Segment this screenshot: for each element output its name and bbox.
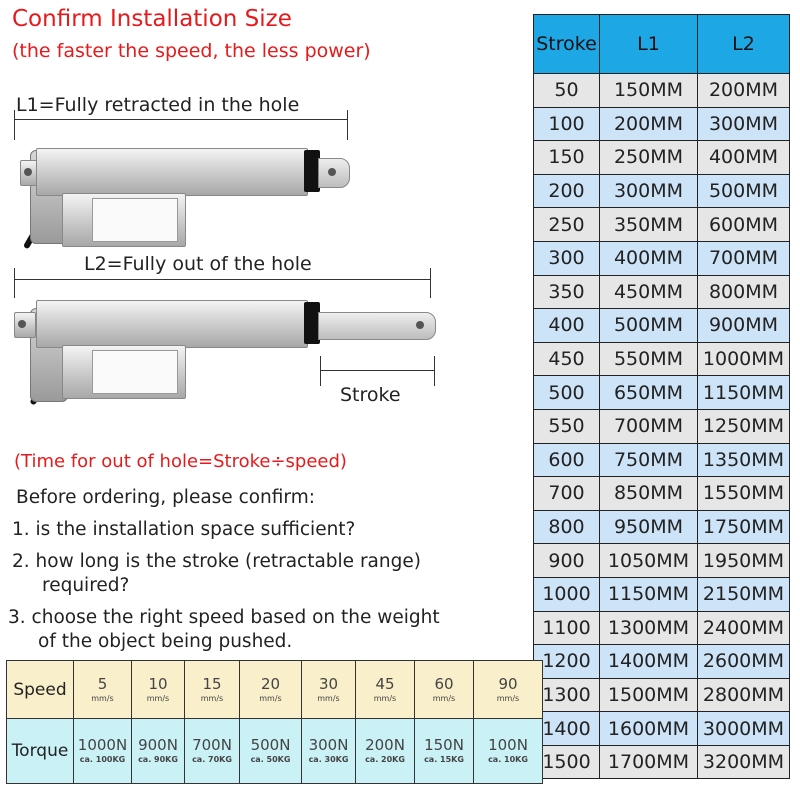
l2-cell: 1350MM — [698, 443, 790, 477]
speed-value: 20 — [260, 674, 281, 693]
l2-cell: 1550MM — [698, 477, 790, 511]
l1-cell: 1150MM — [600, 577, 698, 611]
table-row — [534, 74, 790, 108]
l1-cell: 850MM — [600, 477, 698, 511]
l1-cell: 250MM — [600, 141, 698, 175]
table-row — [534, 745, 790, 779]
l1-label: L1=Fully retracted in the hole — [16, 94, 300, 116]
table-row — [534, 275, 790, 309]
speed-row — [7, 661, 543, 719]
torque-force: 200N — [365, 736, 405, 754]
stroke-cell: 1100 — [534, 611, 600, 645]
page-subtitle: (the faster the speed, the less power) — [12, 40, 371, 62]
step-number: 1. — [12, 519, 30, 540]
torque-force: 500N — [250, 736, 291, 754]
l1-cell: 300MM — [600, 174, 698, 208]
table-row — [534, 309, 790, 343]
l1-cell: 1500MM — [600, 678, 698, 712]
speed-cell — [185, 661, 240, 719]
stroke-cell: 1000 — [534, 577, 600, 611]
speed-unit: mm/s — [496, 693, 520, 703]
l1-cell: 950MM — [600, 510, 698, 544]
stroke-table-header — [534, 15, 790, 74]
stroke-cell: 50 — [534, 74, 600, 108]
stroke-cell: 900 — [534, 544, 600, 578]
table-row — [534, 174, 790, 208]
stroke-cell: 450 — [534, 342, 600, 376]
table-row — [534, 477, 790, 511]
speed-unit: mm/s — [432, 693, 456, 703]
stroke-cell: 500 — [534, 376, 600, 410]
l2-dimension-line — [14, 279, 431, 280]
l1-cell: 550MM — [600, 342, 698, 376]
table-row — [534, 342, 790, 376]
step-text-continued: required? — [42, 575, 130, 596]
table-row — [534, 577, 790, 611]
before-ordering-text: Before ordering, please confirm: — [16, 487, 315, 508]
stroke-cell: 200 — [534, 174, 600, 208]
stroke-cell: 1300 — [534, 678, 600, 712]
stroke-cell: 800 — [534, 510, 600, 544]
torque-weight: ca. 90KG — [138, 755, 178, 764]
torque-weight: ca. 20KG — [365, 755, 405, 764]
step-number: 2. — [12, 551, 30, 572]
l2-cell: 2400MM — [698, 611, 790, 645]
l2-cell: 1150MM — [698, 376, 790, 410]
l2-cell: 1250MM — [698, 409, 790, 443]
torque-force: 300N — [308, 736, 349, 754]
stroke-dimension-line — [320, 370, 435, 371]
torque-cell — [74, 719, 132, 784]
speed-value: 30 — [318, 674, 339, 693]
l1-cell: 450MM — [600, 275, 698, 309]
l1-cell: 400MM — [600, 241, 698, 275]
speed-value: 90 — [498, 674, 518, 693]
speed-value: 45 — [375, 674, 395, 693]
header-stroke: Stroke — [534, 15, 600, 74]
stroke-cell: 600 — [534, 443, 600, 477]
speed-label: Speed — [7, 661, 74, 719]
step-number: 3. — [8, 607, 26, 628]
l2-cell: 900MM — [698, 309, 790, 343]
step-text: how long is the stroke (retractable range) — [35, 551, 421, 572]
torque-cell — [185, 719, 240, 784]
l2-cell: 500MM — [698, 174, 790, 208]
l2-cell: 2800MM — [698, 678, 790, 712]
speed-unit: mm/s — [91, 693, 114, 703]
torque-weight: ca. 15KG — [424, 755, 464, 764]
torque-weight: ca. 30KG — [308, 755, 349, 764]
page-title: Confirm Installation Size — [12, 6, 292, 32]
speed-cell — [474, 661, 543, 719]
torque-cell — [240, 719, 302, 784]
torque-cell — [132, 719, 185, 784]
stroke-cell: 550 — [534, 409, 600, 443]
table-row — [534, 409, 790, 443]
l2-cell: 800MM — [698, 275, 790, 309]
stroke-cell: 1400 — [534, 712, 600, 746]
l1-cell: 750MM — [600, 443, 698, 477]
stroke-label: Stroke — [340, 384, 401, 406]
l1-tick-right — [347, 110, 348, 140]
step-3 — [8, 606, 528, 654]
stroke-cell: 300 — [534, 241, 600, 275]
l2-cell: 700MM — [698, 241, 790, 275]
l1-cell: 1400MM — [600, 645, 698, 679]
speed-unit: mm/s — [200, 693, 224, 703]
torque-weight: ca. 100KG — [79, 755, 126, 764]
table-row — [534, 678, 790, 712]
torque-force: 1000N — [77, 736, 128, 754]
torque-label: Torque — [7, 719, 74, 784]
l2-cell: 2600MM — [698, 645, 790, 679]
table-row — [534, 544, 790, 578]
header-l2: L2 — [698, 15, 790, 74]
table-row — [534, 141, 790, 175]
torque-force: 150N — [424, 736, 464, 754]
torque-force: 900N — [138, 736, 178, 754]
time-note: (Time for out of hole=Stroke÷speed) — [14, 451, 347, 472]
l1-cell: 1300MM — [600, 611, 698, 645]
stroke-cell: 150 — [534, 141, 600, 175]
table-row — [534, 241, 790, 275]
l2-cell: 2150MM — [698, 577, 790, 611]
speed-unit: mm/s — [146, 693, 170, 703]
l2-cell: 300MM — [698, 107, 790, 141]
stroke-size-table — [533, 14, 790, 779]
step-2 — [12, 550, 532, 598]
stroke-cell: 1500 — [534, 745, 600, 779]
l2-cell: 1750MM — [698, 510, 790, 544]
stroke-cell: 1200 — [534, 645, 600, 679]
stroke-cell: 250 — [534, 208, 600, 242]
torque-cell — [302, 719, 356, 784]
l1-cell: 700MM — [600, 409, 698, 443]
speed-cell — [240, 661, 302, 719]
l2-tick-left — [14, 268, 15, 298]
table-row — [534, 611, 790, 645]
speed-cell — [132, 661, 185, 719]
speed-torque-table — [6, 660, 543, 784]
speed-unit: mm/s — [259, 693, 282, 703]
l1-cell: 650MM — [600, 376, 698, 410]
speed-unit: mm/s — [317, 693, 340, 703]
step-1 — [12, 518, 355, 542]
torque-cell — [356, 719, 415, 784]
l1-cell: 150MM — [600, 74, 698, 108]
speed-unit: mm/s — [373, 693, 397, 703]
torque-cell — [415, 719, 474, 784]
stroke-cell: 400 — [534, 309, 600, 343]
table-row — [534, 376, 790, 410]
stroke-tick-left — [320, 356, 321, 386]
l2-cell: 1000MM — [698, 342, 790, 376]
l1-tick-left — [14, 110, 15, 140]
l1-cell: 200MM — [600, 107, 698, 141]
speed-value: 5 — [97, 674, 108, 693]
l1-cell: 500MM — [600, 309, 698, 343]
l1-cell: 1600MM — [600, 712, 698, 746]
torque-weight: ca. 10KG — [488, 755, 528, 764]
l2-cell: 1950MM — [698, 544, 790, 578]
speed-value: 15 — [202, 674, 222, 693]
stroke-cell: 100 — [534, 107, 600, 141]
stroke-cell: 700 — [534, 477, 600, 511]
l1-cell: 350MM — [600, 208, 698, 242]
table-row — [534, 107, 790, 141]
torque-weight: ca. 50KG — [250, 755, 291, 764]
table-row — [534, 510, 790, 544]
speed-cell — [415, 661, 474, 719]
torque-cell — [474, 719, 543, 784]
header-l1: L1 — [600, 15, 698, 74]
speed-cell — [356, 661, 415, 719]
speed-value: 60 — [434, 674, 454, 693]
table-row — [534, 443, 790, 477]
l1-cell: 1050MM — [600, 544, 698, 578]
torque-force: 100N — [488, 736, 528, 754]
table-row — [534, 208, 790, 242]
stroke-cell: 350 — [534, 275, 600, 309]
speed-cell — [302, 661, 356, 719]
stroke-tick-right — [434, 356, 435, 386]
torque-weight: ca. 70KG — [192, 755, 232, 764]
speed-value: 10 — [148, 674, 168, 693]
l2-cell: 600MM — [698, 208, 790, 242]
l1-dimension-line — [14, 119, 348, 120]
step-text: choose the right speed based on the weight — [31, 607, 440, 628]
l2-label: L2=Fully out of the hole — [84, 253, 312, 275]
l2-cell: 3200MM — [698, 745, 790, 779]
torque-force: 700N — [192, 736, 232, 754]
step-text: is the installation space sufficient? — [35, 519, 356, 540]
l2-cell: 3000MM — [698, 712, 790, 746]
l2-tick-right — [430, 268, 431, 298]
l2-cell: 400MM — [698, 141, 790, 175]
l2-cell: 200MM — [698, 74, 790, 108]
speed-cell — [74, 661, 132, 719]
torque-row — [7, 719, 543, 784]
table-row — [534, 712, 790, 746]
l1-cell: 1700MM — [600, 745, 698, 779]
step-text-continued: of the object being pushed. — [38, 631, 293, 652]
table-row — [534, 645, 790, 679]
